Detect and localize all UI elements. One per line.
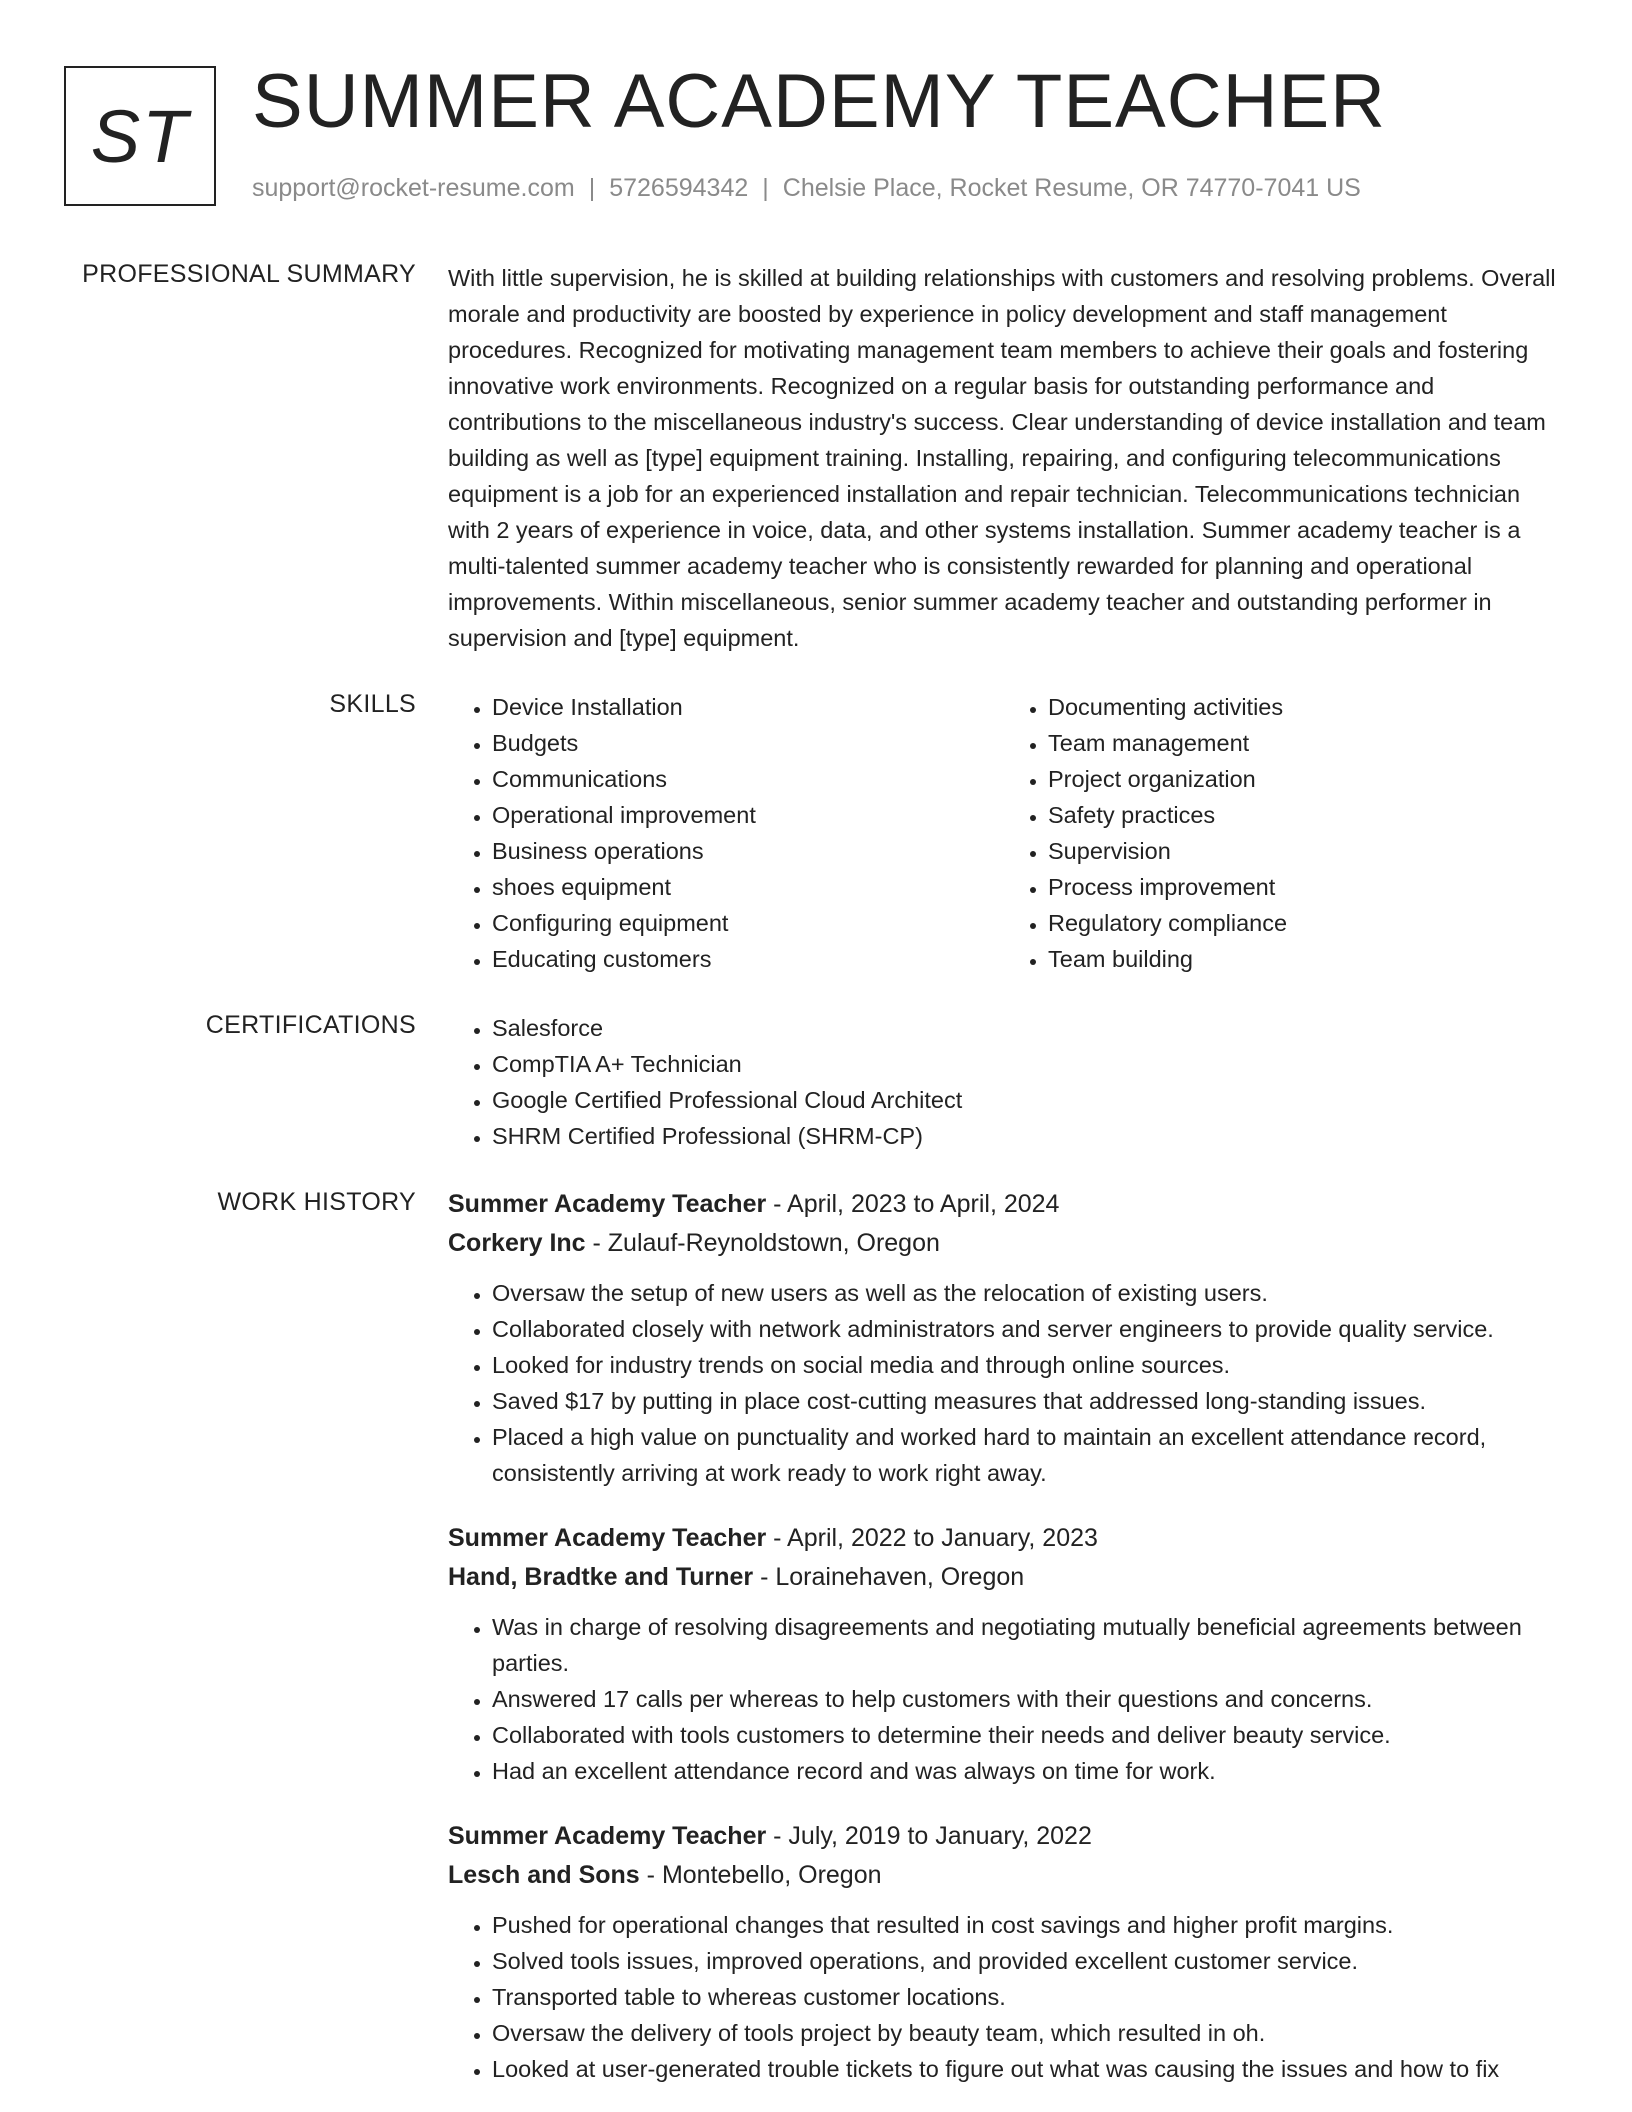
contact-address: Chelsie Place, Rocket Resume, OR 74770-7041 US bbox=[782, 174, 1361, 202]
job-bullet: • Collaborated with tools customers to determine their needs and deliver beauty service. bbox=[492, 1717, 1560, 1753]
skill-item: • Project organization bbox=[1048, 761, 1560, 797]
job-company: Corkery Inc bbox=[448, 1229, 586, 1257]
skills-section bbox=[448, 689, 1560, 977]
summary-text: With little supervision, he is skilled at building relationships with customers and resolving problems. Overall morale and productivity are boosted by experience in policy development and staff management procedures. Recognized for motivating management team members to achieve their goals and fostering innovative work environments. Recognized on a regular basis for outstanding performance and contributions to the miscellaneous industry's success. Clear understanding of device installation and team building as well as [type] equipment training. Installing, repairing, and configuring telecommunications equipment is a job for an experienced installation and repair technician. Telecommunications technician with 2 years of experience in voice, data, and other systems installation. Summer academy teacher is a multi-talented summer academy teacher who is consistently rewarded for planning and operational improvements. Within miscellaneous, senior summer academy teacher and outstanding performer in supervision and [type] equipment. bbox=[448, 265, 1556, 651]
dash-separator: - bbox=[639, 1861, 662, 1889]
job-company: Hand, Bradtke and Turner bbox=[448, 1563, 754, 1591]
dash-separator: - bbox=[753, 1563, 776, 1591]
certification-item: • CompTIA A+ Technician bbox=[492, 1046, 1560, 1082]
dash-separator: - bbox=[766, 1524, 788, 1552]
job-dates: July, 2019 to January, 2022 bbox=[788, 1822, 1092, 1850]
skill-item: • Communications bbox=[492, 761, 1004, 797]
certifications-section bbox=[448, 1010, 1560, 1154]
job-bullet: • Answered 17 calls per whereas to help customers with their questions and concerns. bbox=[492, 1681, 1560, 1717]
job-location: Zulauf-Reynoldstown, Oregon bbox=[607, 1229, 940, 1257]
skills-list-left bbox=[448, 689, 1004, 977]
skill-item: • Safety practices bbox=[1048, 797, 1560, 833]
job-bullet: • Oversaw the setup of new users as well as the relocation of existing users. bbox=[492, 1275, 1560, 1311]
job-title: Summer Academy Teacher bbox=[448, 1822, 767, 1850]
job-company-line bbox=[448, 1558, 1560, 1597]
certification-item: • SHRM Certified Professional (SHRM-CP) bbox=[492, 1118, 1560, 1154]
skills-list-right bbox=[1004, 689, 1560, 977]
job-dates: April, 2022 to January, 2023 bbox=[787, 1524, 1098, 1552]
skill-item: • Regulatory compliance bbox=[1048, 905, 1560, 941]
job-title: Summer Academy Teacher bbox=[448, 1190, 767, 1218]
job-entry bbox=[448, 1817, 1560, 2087]
certifications-label: CERTIFICATIONS bbox=[205, 1011, 416, 1039]
dash-separator: - bbox=[766, 1190, 788, 1218]
job-bullet: • Collaborated closely with network administrators and server engineers to provide quality service. bbox=[492, 1311, 1560, 1347]
job-entry bbox=[448, 1185, 1560, 1491]
skill-item: • Operational improvement bbox=[492, 797, 1004, 833]
job-bullet: • Looked for industry trends on social media and through online sources. bbox=[492, 1347, 1560, 1383]
work-history-section bbox=[448, 1185, 1560, 2087]
skill-item: • Educating customers bbox=[492, 941, 1004, 977]
job-bullets bbox=[448, 1609, 1560, 1789]
job-bullet: • Solved tools issues, improved operations, and provided excellent customer service. bbox=[492, 1943, 1560, 1979]
skill-item: • Process improvement bbox=[1048, 869, 1560, 905]
job-bullet: • Transported table to whereas customer locations. bbox=[492, 1979, 1560, 2015]
job-bullet: • Had an excellent attendance record and was always on time for work. bbox=[492, 1753, 1560, 1789]
job-location: Lorainehaven, Oregon bbox=[775, 1563, 1025, 1591]
job-bullet: • Oversaw the delivery of tools project by beauty team, which resulted in oh. bbox=[492, 2015, 1560, 2051]
certifications-list bbox=[448, 1010, 1560, 1154]
certification-item: • Salesforce bbox=[492, 1010, 1560, 1046]
skill-item: • Business operations bbox=[492, 833, 1004, 869]
job-bullet: • Saved $17 by putting in place cost-cutting measures that addressed long-standing issues. bbox=[492, 1383, 1560, 1419]
job-bullets bbox=[448, 1275, 1560, 1491]
certification-item: • Google Certified Professional Cloud Architect bbox=[492, 1082, 1560, 1118]
contact-line bbox=[252, 174, 1361, 203]
job-company: Lesch and Sons bbox=[448, 1861, 640, 1889]
skill-item: • shoes equipment bbox=[492, 869, 1004, 905]
job-location: Montebello, Oregon bbox=[661, 1861, 882, 1889]
resume-name: SUMMER ACADEMY TEACHER bbox=[252, 59, 1387, 144]
summary-label: PROFESSIONAL SUMMARY bbox=[82, 260, 416, 288]
skill-item: • Supervision bbox=[1048, 833, 1560, 869]
contact-separator: | bbox=[588, 174, 596, 202]
job-entry bbox=[448, 1519, 1560, 1789]
job-title-line bbox=[448, 1519, 1560, 1558]
job-bullet: • Placed a high value on punctuality and worked hard to maintain an excellent attendance record, consistently arriving at work ready to work right away. bbox=[492, 1419, 1560, 1491]
job-title-line bbox=[448, 1817, 1560, 1856]
monogram-initials: ST bbox=[64, 66, 216, 206]
job-company-line bbox=[448, 1856, 1560, 1895]
work-history-label: WORK HISTORY bbox=[217, 1188, 416, 1216]
dash-separator: - bbox=[766, 1822, 789, 1850]
skill-item: • Budgets bbox=[492, 725, 1004, 761]
dash-separator: - bbox=[585, 1229, 608, 1257]
job-title-line bbox=[448, 1185, 1560, 1224]
contact-phone: 5726594342 bbox=[609, 174, 749, 202]
skill-item: • Documenting activities bbox=[1048, 689, 1560, 725]
skill-item: • Device Installation bbox=[492, 689, 1004, 725]
job-bullet: • Looked at user-generated trouble tickets to figure out what was causing the issues and how to fix bbox=[492, 2051, 1560, 2087]
skills-label: SKILLS bbox=[329, 690, 416, 718]
job-company-line bbox=[448, 1224, 1560, 1263]
job-bullet: • Pushed for operational changes that resulted in cost savings and higher profit margins. bbox=[492, 1907, 1560, 1943]
job-bullet: • Was in charge of resolving disagreements and negotiating mutually beneficial agreements between parties. bbox=[492, 1609, 1560, 1681]
skill-item: • Team building bbox=[1048, 941, 1560, 977]
job-dates: April, 2023 to April, 2024 bbox=[787, 1190, 1060, 1218]
contact-separator: | bbox=[762, 174, 769, 202]
job-bullets bbox=[448, 1907, 1560, 2087]
contact-email: support@rocket-resume.com bbox=[252, 174, 575, 202]
job-title: Summer Academy Teacher bbox=[448, 1524, 767, 1552]
skill-item: • Configuring equipment bbox=[492, 905, 1004, 941]
skill-item: • Team management bbox=[1048, 725, 1560, 761]
